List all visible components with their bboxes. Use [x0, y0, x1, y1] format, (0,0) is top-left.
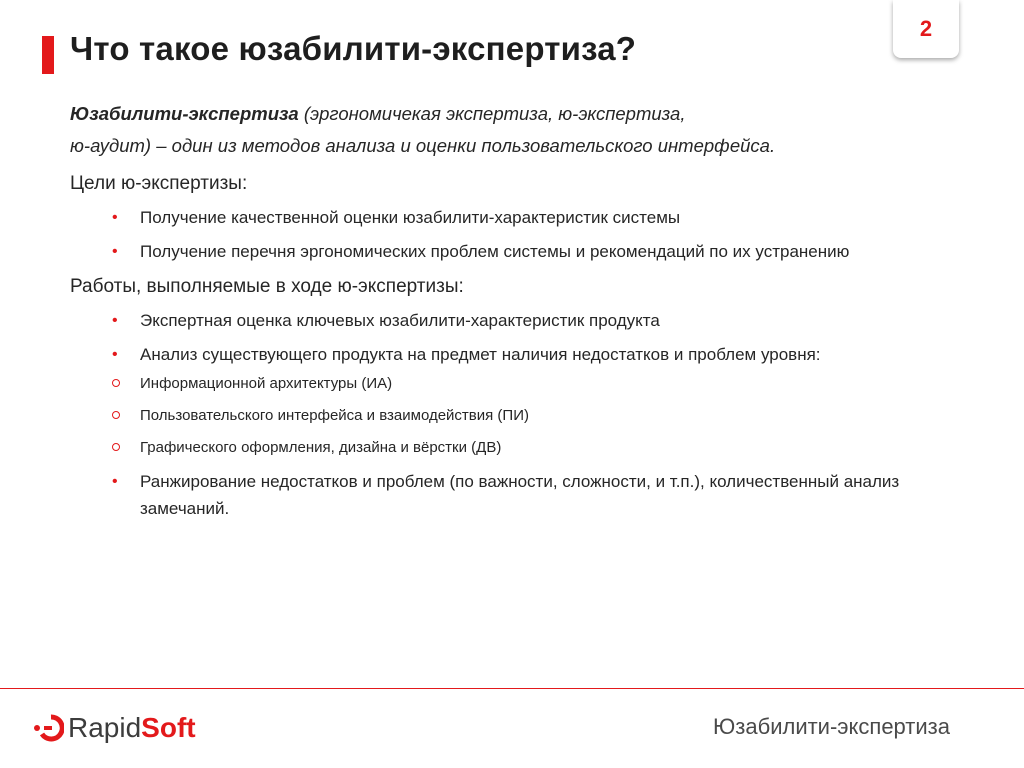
logo-text-soft: Soft	[141, 712, 196, 743]
sub-list-item	[82, 404, 970, 428]
rapidsoft-logo	[34, 712, 196, 744]
bullet-icon: •	[112, 346, 118, 363]
list-item	[70, 341, 970, 460]
intro-paragraph	[70, 98, 970, 162]
list-item	[70, 307, 970, 334]
list-item-text: Экспертная оценка ключевых юзабилити-характеристик продукта	[140, 311, 660, 330]
footer-title: Юзабилити-экспертиза	[713, 714, 950, 739]
page-number: 2	[919, 16, 933, 41]
list-item	[70, 204, 970, 231]
list-item-text: Анализ существующего продукта на предмет наличия недостатков и проблем уровня:	[140, 345, 821, 364]
goals-heading: Цели ю-экспертизы:	[70, 173, 248, 194]
list-item	[70, 468, 970, 522]
title-accent-bar	[42, 36, 54, 74]
intro-line1: (эргономичекая экспертиза, ю-экспертиза,	[298, 103, 686, 124]
circle-bullet-icon	[112, 379, 120, 387]
list-item-text: Получение качественной оценки юзабилити-характеристик системы	[140, 208, 681, 227]
bullet-icon: •	[112, 209, 118, 226]
sub-list-item-text: Графического оформления, дизайна и вёрстки (ДВ)	[140, 439, 502, 456]
list-item-text: Ранжирование недостатков и проблем (по важности, сложности, и т.п.), количественный анализ замечаний.	[140, 472, 900, 518]
sub-list	[140, 372, 970, 460]
bullet-icon: •	[112, 473, 118, 490]
sub-list-item-text: Пользовательского интерфейса и взаимодействия (ПИ)	[140, 407, 529, 424]
list-item	[70, 238, 970, 265]
works-heading: Работы, выполняемые в ходе ю-экспертизы:	[70, 276, 464, 297]
works-list	[70, 307, 970, 522]
bullet-icon: •	[112, 243, 118, 260]
page-number-badge	[893, 0, 959, 58]
slide-title: Что такое юзабилити-экспертиза?	[70, 30, 637, 67]
footer-divider	[0, 688, 1024, 689]
rapidsoft-logo-icon	[34, 713, 64, 743]
sub-list-item	[82, 372, 970, 396]
bullet-icon: •	[112, 312, 118, 329]
goals-list	[70, 204, 970, 265]
list-item-text: Получение перечня эргономических проблем системы и рекомендаций по их устранению	[140, 242, 850, 261]
slide-content	[70, 98, 970, 529]
logo-text-rapid: Rapid	[68, 712, 142, 743]
intro-line2: ю-аудит) – один из методов анализа и оценки пользовательского интерфейса.	[70, 135, 776, 156]
circle-bullet-icon	[112, 411, 120, 419]
intro-term: Юзабилити-экспертиза	[70, 103, 299, 124]
sub-list-item	[82, 436, 970, 460]
sub-list-item-text: Информационной архитектуры (ИА)	[140, 375, 393, 392]
circle-bullet-icon	[112, 443, 120, 451]
